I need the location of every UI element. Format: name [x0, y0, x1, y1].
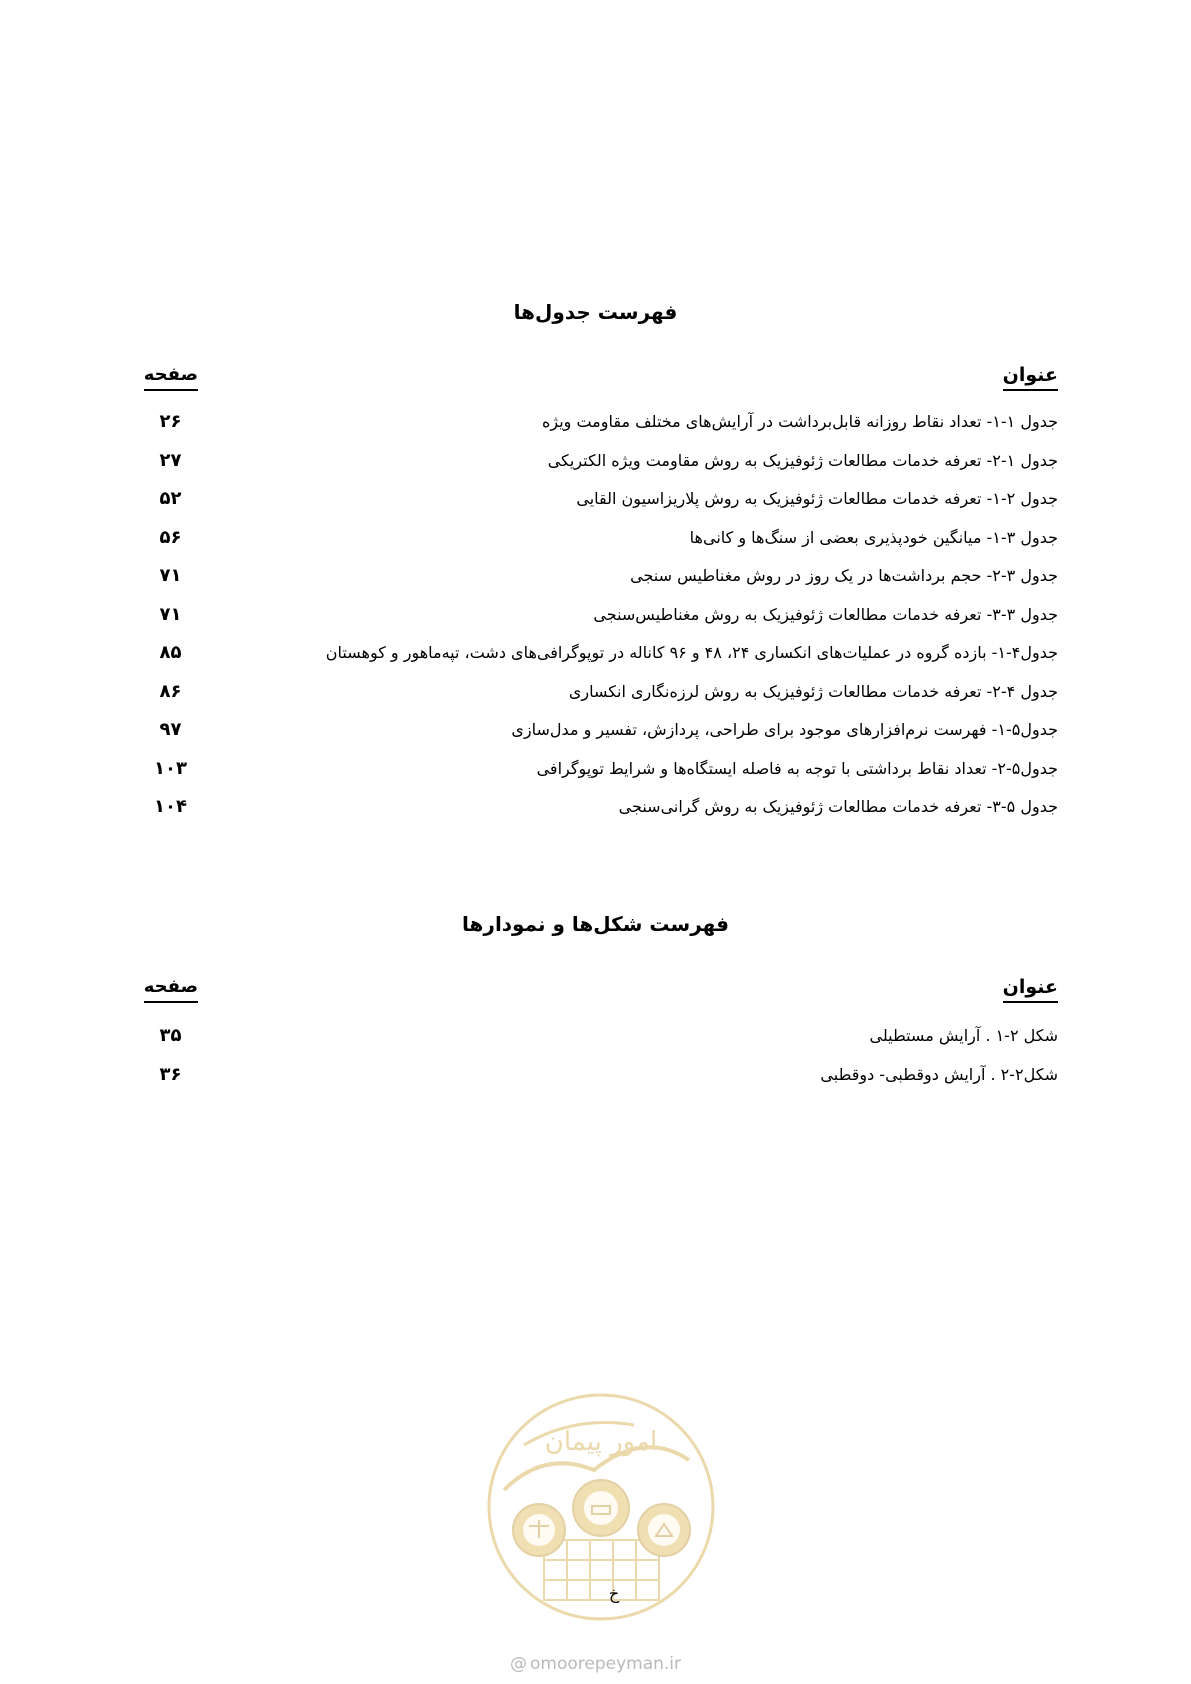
- entry-title: جدول ۳-۱- میانگین خودپذیری بعضی از سنگ‌ها و کانی‌ها: [689, 527, 1058, 547]
- entry-title: جدول ۳-۲- حجم برداشت‌ها در یک روز در روش مغناطیس سنجی: [630, 566, 1058, 586]
- figures-list-title: فهرست شکل‌ها و نمودارها: [462, 912, 729, 936]
- list-item[interactable]: [133, 596, 1058, 635]
- entry-title: جدول ۲-۱- تعرفه خدمات مطالعات ژئوفیزیک به روش پلاریزاسیون القایی: [576, 489, 1058, 509]
- entry-page-number: ۵۶: [159, 526, 182, 548]
- list-item[interactable]: [133, 519, 1058, 558]
- tables-list: [133, 403, 1058, 827]
- list-item[interactable]: [133, 557, 1058, 596]
- entry-page-number: ۸۶: [159, 680, 182, 702]
- list-item[interactable]: [133, 1056, 1058, 1095]
- tables-list-title: فهرست جدول‌ها: [513, 300, 678, 324]
- list-item[interactable]: [133, 403, 1058, 442]
- entry-title: جدول ۱-۲- تعرفه خدمات مطالعات ژئوفیزیک به روش مقاومت ویژه الکتریکی: [547, 450, 1058, 470]
- watermark-url: [0, 1652, 1191, 1676]
- at-icon: @: [509, 1654, 527, 1674]
- entry-page-number: ۷۱: [159, 565, 182, 587]
- entry-page-number: ۵۲: [159, 488, 182, 510]
- entry-title: جدول۵-۲- تعداد نقاط برداشتی با توجه به فاصله ایستگاه‌ها و شرایط توپوگرافی: [536, 758, 1058, 778]
- list-item[interactable]: [133, 1017, 1058, 1056]
- entry-page-number: ۳۵: [159, 1025, 182, 1047]
- list-item[interactable]: [133, 634, 1058, 673]
- figures-list: [133, 1017, 1058, 1094]
- list-item[interactable]: [133, 442, 1058, 481]
- list-item[interactable]: [133, 673, 1058, 712]
- entry-title: جدول ۱-۱- تعداد نقاط روزانه قابل‌برداشت در آرایش‌های مختلف مقاومت ویژه: [541, 412, 1058, 432]
- entry-page-number: ۱۰۳: [154, 757, 187, 779]
- entry-title: جدول ۴-۲- تعرفه خدمات مطالعات ژئوفیزیک به روش لرزه‌نگاری انکساری: [568, 681, 1058, 701]
- entry-title: جدول۴-۱- بازده گروه در عملیات‌های انکساری ۲۴، ۴۸ و ۹۶ کاناله در توپوگرافی‌های دشت، تپه‌ماهور و کوهستان: [325, 643, 1058, 663]
- list-item[interactable]: [133, 788, 1058, 827]
- entry-page-number: ۲۶: [159, 411, 182, 433]
- entry-page-number: ۱۰۴: [154, 796, 187, 818]
- tables-column-page-header: صفحه: [144, 362, 198, 391]
- list-item[interactable]: [133, 750, 1058, 789]
- entry-page-number: ۸۵: [159, 642, 182, 664]
- list-item[interactable]: [133, 480, 1058, 519]
- figures-column-page-header: صفحه: [144, 974, 198, 1003]
- figures-column-title-header: عنوان: [1003, 974, 1058, 1003]
- entry-page-number: ۹۷: [159, 719, 182, 741]
- tables-column-title-header: عنوان: [1003, 362, 1058, 391]
- list-item[interactable]: [133, 711, 1058, 750]
- entry-page-number: ۳۶: [159, 1063, 182, 1085]
- entry-page-number: ۷۱: [159, 603, 182, 625]
- entry-title: جدول ۳-۳- تعرفه خدمات مطالعات ژئوفیزیک به روش مغناطیس‌سنجی: [593, 604, 1058, 624]
- page-number: خ: [608, 1584, 620, 1603]
- entry-page-number: ۲۷: [159, 449, 182, 471]
- entry-title: شکل ۲-۱ . آرایش مستطیلی: [869, 1026, 1058, 1046]
- entry-title: جدول ۵-۳- تعرفه خدمات مطالعات ژئوفیزیک به روش گرانی‌سنجی: [618, 797, 1058, 817]
- watermark-url-text: omoorepeyman.ir: [529, 1654, 682, 1674]
- entry-title: جدول۵-۱- فهرست نرم‌افزارهای موجود برای طراحی، پردازش، تفسیر و مدل‌سازی: [511, 720, 1058, 740]
- watermark-logo-text: امور پیمان: [544, 1427, 658, 1457]
- entry-title: شکل۲-۲ . آرایش دوقطبی- دوقطبی: [820, 1064, 1058, 1084]
